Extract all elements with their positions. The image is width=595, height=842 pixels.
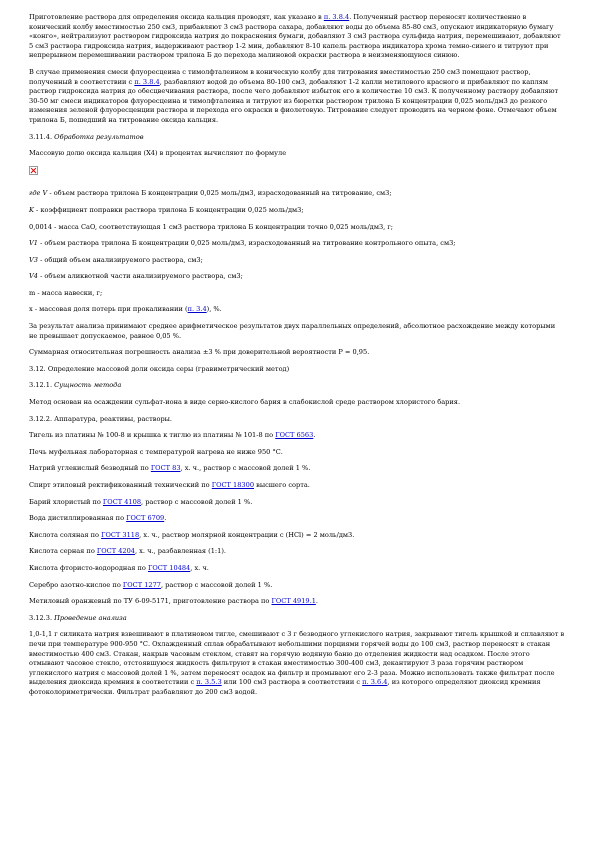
reagent-text: высшего сорта. [254, 481, 310, 489]
section-number: 3.11.4. [29, 132, 55, 141]
reagent-text: Кислота фтористо-водородная по [29, 563, 148, 572]
variable-definition [29, 223, 565, 233]
standard-link[interactable]: ГОСТ 18300 [211, 481, 255, 489]
reagent-text: Вода дистиллированная по [29, 514, 127, 523]
heading-3-11-4 [29, 133, 565, 143]
reagent-text: , х. ч., раствор с массовой долей 1 %. [180, 464, 311, 473]
standard-link[interactable]: ГОСТ 4108 [102, 497, 142, 506]
standard-link[interactable]: ГОСТ 6563 [275, 431, 314, 440]
section-number: 3.12.3. [29, 613, 55, 622]
reagent-text: Натрий углекислый безводный по [29, 464, 151, 473]
text: Приготовление раствора для определения оксида кальция проводят, как указано в [29, 13, 324, 21]
reagent-item [29, 514, 565, 524]
reagent-item [29, 564, 565, 574]
standard-link[interactable]: ГОСТ 3118 [101, 530, 140, 539]
link-clause-3-5-3[interactable]: п. 3.5.3 [196, 678, 222, 687]
variable-text: - объем раствора трилона Б концентрации 0,025 моль/дм3, израсходованный на титрование, см3; [47, 189, 392, 198]
variable-text: - общий объем анализируемого раствора, см3; [37, 255, 203, 264]
standard-link[interactable]: ГОСТ 83 [150, 464, 181, 473]
reagent-text: . [164, 514, 167, 523]
text: В случае применения смеси флуоресцеина с тимолфталеином в коническую колбу для титрования вместимостью 250 см3 помещают раствор, полученный в соответствии с [29, 67, 531, 86]
loss-definition [29, 305, 565, 315]
reagent-item [29, 581, 565, 591]
variable-definition [29, 272, 565, 282]
standard-link[interactable]: ГОСТ 10484 [147, 563, 191, 572]
variable-text: - объем раствора трилона Б концентрации 0,025 моль/дм3, израсходованный на титрование контрольного опыта, см3; [37, 239, 456, 248]
text: 1,0-1,1 г силиката натрия взвешивают в платиновом тигле, смешивают с 3 г безводного углекислого натрия, закрывают тигель крышкой и сплавляют в печи при температуре 900-950 °С. Охлажденный сплав обрабатывают небольшими порциями горячей воды до 100 см3, раствор переносят в стакан вместимостью 400 см3. Стакан, накрыв часовым стеклом, ставят на горячую водяную баню до отделения жидкости над осадком. После этого отмывают часовое стекло, отстоявшуюся жидкость фильтруют в стакан вместимостью 300-400 см3, декантируют 3 раза горячим раствором углекислого натрия с массовой долей 1 %, затем переносят осадок на фильтр и промывают его 2-3 раза. Можно использовать также фильтрат после выделения диоксида кремния в соответствии с [29, 630, 565, 687]
reagent-text: , раствор с массовой долей 1 %. [160, 580, 273, 589]
variable-text: - коэффициент поправки раствора трилона Б концентрации 0,025 моль/дм3; [33, 205, 304, 214]
text: , разбавляют водой до объема 80-100 см3, добавляют 1-2 капли метилового красного и прибавляют по каплям раствор гидроксида натрия до обесцвечивания раствора, после чего добавляют избыток его в количестве 10 см3. К полученному раствору добавляют 30-50 мг смеси индикаторов флуоресцеина и тимолфталеина и титруют из бюретки раствором трилона Б концентрации 0,025 моль/дм3 до резкого изменения зеленой флуоресценции раствора и перехода его окраски в фиолетовую. Титрование следует проводить на черном фоне. Отмечают объем трилона Б, пошедший на титрование оксида кальция. [29, 77, 559, 124]
formula-intro: Массовую долю оксида кальция (X4) в процентах вычисляют по формуле [29, 149, 287, 158]
reagent-text: . [315, 597, 319, 606]
text: или 100 см3 раствора в соответствии с [221, 678, 363, 687]
broken-image-icon [29, 166, 38, 175]
reagent-item [29, 547, 565, 557]
variable-text: m - масса навески, г; [29, 288, 103, 297]
standard-link[interactable]: ГОСТ 4919.1 [271, 597, 316, 606]
formula-image [29, 166, 565, 183]
variable-symbol: где V [29, 189, 48, 198]
standard-link[interactable]: ГОСТ 1277 [122, 580, 161, 589]
section-title: Проведение анализа [54, 613, 127, 622]
reagent-text: , х. ч., разбавленная (1:1). [134, 547, 227, 556]
variable-text: - объем аликвотной части анализируемого раствора, см3; [37, 272, 243, 281]
text: ), %. [206, 305, 222, 314]
variable-definition [29, 206, 565, 216]
error-paragraph: Суммарная относительная погрешность анализа ±3 % при доверительной вероятности P = 0,95. [29, 348, 370, 357]
reagent-item [29, 531, 565, 541]
section-title: Обработка результатов [54, 132, 144, 141]
reagent-text: Кислота серная по [29, 547, 97, 556]
variable-symbol: V4 [29, 272, 38, 281]
reagent-text: Серебро азотно-кислое по [29, 580, 123, 589]
reagent-item [29, 448, 565, 458]
reagent-item [29, 498, 565, 508]
reagent-item [29, 597, 565, 607]
section-title: Сущность метода [54, 381, 122, 390]
reagent-text: Спирт этиловый ректификованный технический по [29, 481, 212, 489]
reagent-text: , раствор с массовой долей 1 %. [141, 497, 253, 506]
analysis-procedure-paragraph [29, 630, 565, 697]
paragraph-calcium-oxide-prep [29, 13, 565, 61]
variable-definition [29, 239, 565, 249]
reagent-text: . [313, 431, 316, 440]
heading-3-12-1 [29, 381, 565, 391]
reagent-text: Печь муфельная лабораторная с температурой нагрева не ниже 950 °С. [29, 447, 283, 456]
link-clause-3-4[interactable]: п. 3.4 [187, 305, 207, 314]
section-number: 3.12.1. [29, 381, 55, 390]
reagent-text: Кислота соляная по [29, 530, 102, 539]
reagent-item [29, 481, 565, 491]
standard-link[interactable]: ГОСТ 6709 [126, 514, 165, 523]
variable-symbol: V3 [29, 255, 38, 264]
reagent-item [29, 464, 565, 474]
method-paragraph: Метод основан на осаждении сульфат-иона в виде серно-кислого бария в слабокислой среде раствором хлористого бария. [29, 398, 461, 407]
heading-3-12-3 [29, 614, 565, 624]
paragraph-fluorescein-titration [29, 68, 565, 126]
variable-definition [29, 189, 565, 199]
heading-3-12-2: 3.12.2. Аппаратура, реактивы, растворы. [29, 414, 173, 423]
result-paragraph: За результат анализа принимают среднее арифметическое результатов двух параллельных определений, абсолютное расхождение между которыми не превышает допускаемое, равное 0,05 %. [29, 322, 556, 340]
reagent-text: , х. ч. [190, 563, 209, 572]
reagent-item [29, 431, 565, 441]
link-clause-3-8-4[interactable]: п. 3.8.4 [323, 13, 350, 21]
variable-definition [29, 256, 565, 266]
reagent-text: Тигель из платины № 100-8 и крышка к тиглю из платины № 101-8 по [29, 431, 276, 440]
variable-text: 0,0014 - масса CaO, соответствующая 1 см3 раствора трилона Б концентрации точно 0,025 моль/дм3, г; [29, 222, 394, 231]
text: , из которого определяют диоксид кремния фотоколориметрически. Фильтрат разбавляют до 200 см3 водой. [29, 678, 541, 696]
text: . Полученный раствор переносят количественно в конический колбу вместимостью 250 см3, прибавляют 3 см3 раствора сахара, добавляют воды до объема 85-80 см3, опускают индикаторную бумагу «конго», нейтрализуют раствором гидроксида натрия до покраснения бумаги, добавляют 3 см3 раствора сульфида натрия, перемешивают, добавляют 5 см3 раствора гидроксида натрия, выдерживают раствор 1-2 мин, добавляют 8-10 капель раствора индикатора хрома темно-синего и титруют при непрерывном перемешивании раствором трилона Б до перехода малиновой окраски раствора в неизменяющуюся синюю. [29, 13, 561, 60]
link-clause-3-8-4[interactable]: п. 3.8.4 [134, 77, 160, 86]
text: x - массовая доля потерь при прокаливании ( [29, 305, 188, 314]
reagent-list [29, 431, 565, 607]
standard-link[interactable]: ГОСТ 4204 [96, 547, 135, 556]
variable-symbol: V1 [29, 239, 38, 248]
reagent-text: , х. ч., раствор молярной концентрации с (HCl) = 2 моль/дм3. [139, 530, 355, 539]
variable-definition [29, 289, 565, 299]
link-clause-3-6-4[interactable]: п. 3.6.4 [362, 678, 388, 687]
variable-symbol: K [29, 205, 34, 214]
heading-3-12: 3.12. Определение массовой доли оксида серы (гравиметрический метод) [29, 364, 290, 373]
variable-definitions [29, 189, 565, 298]
reagent-text: Метиловый оранжевый по ТУ 6-09-5171, приготовление раствора по [29, 597, 272, 606]
reagent-text: Барий хлористый по [29, 497, 103, 506]
